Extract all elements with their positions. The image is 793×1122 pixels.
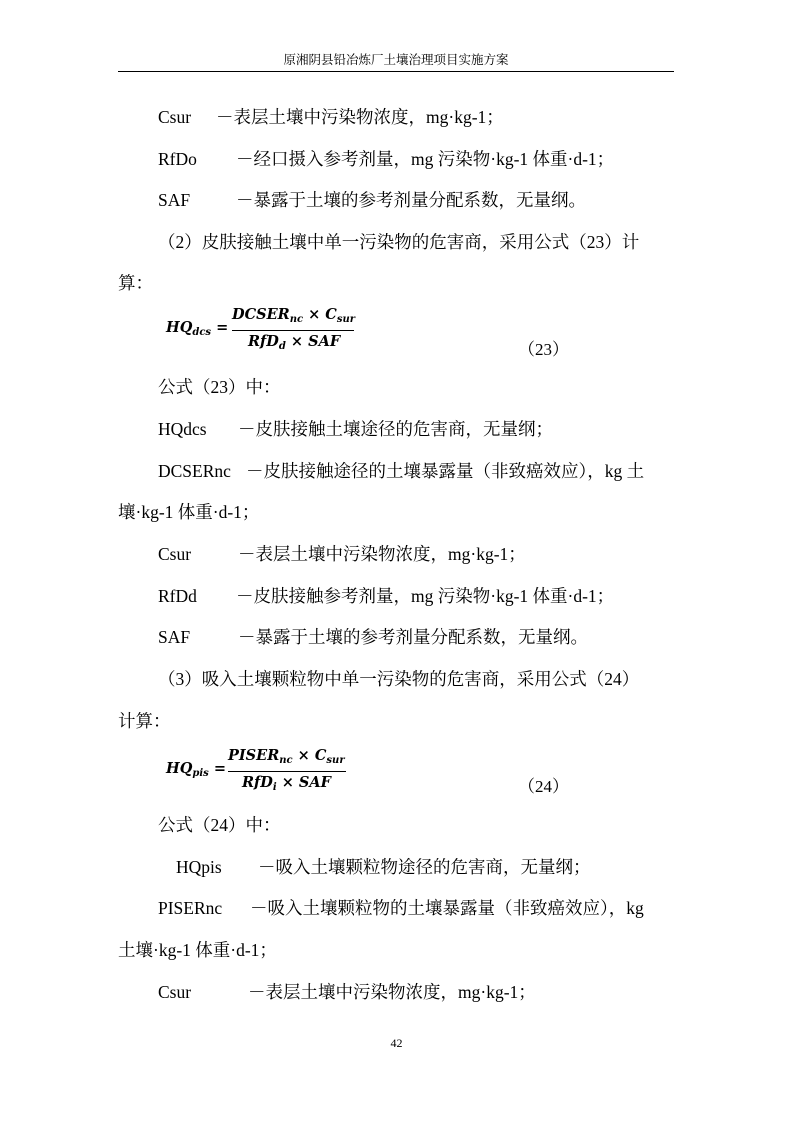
definition-line — [158, 626, 588, 648]
term: RfDo — [158, 149, 197, 169]
term: PISERnc — [158, 898, 223, 918]
definition: －皮肤接触土壤途径的危害商，无量纲； — [238, 419, 553, 439]
term: SAF — [158, 627, 191, 647]
term: SAF — [158, 190, 191, 210]
paragraph-line: 壤·kg-1 体重·d-1； — [118, 502, 260, 522]
fraction-bar — [228, 771, 346, 772]
definition: －吸入土壤颗粒物的土壤暴露量（非致癌效应），kg — [250, 898, 644, 918]
equation-numerator: $PISER_{nc} \times C_{sur}$ — [228, 747, 345, 766]
term: RfDd — [158, 586, 197, 606]
equation-denominator: RfD$_d$ × SAF — [248, 333, 341, 352]
term: Csur — [158, 544, 192, 564]
term: Csur — [158, 107, 192, 127]
equation-denominator: RfD$_i$ × SAF — [242, 774, 331, 793]
definition-line — [158, 189, 586, 211]
term: HQdcs — [158, 419, 207, 439]
equation-23 — [166, 306, 366, 356]
definition: －皮肤接触参考剂量，mg 污染物·kg-1 体重·d-1； — [236, 586, 615, 606]
definition-line — [158, 981, 536, 1003]
definition: －暴露于土壤的参考剂量分配系数，无量纲。 — [236, 190, 586, 210]
equation-numerator: $DCSER_{nc} \times C_{sur}$ — [232, 306, 356, 325]
definition-line — [176, 856, 591, 878]
header-title: 原湘阴县铅冶炼厂土壤治理项目实施方案 — [283, 53, 509, 67]
paragraph-line: 计算： — [118, 711, 171, 731]
definition: －皮肤接触途径的土壤暴露量（非致癌效应），kg 土 — [246, 461, 645, 481]
definition: －表层土壤中污染物浓度，mg·kg-1； — [248, 982, 536, 1002]
definition-line — [158, 106, 504, 128]
paragraph-line: 土壤·kg-1 体重·d-1； — [118, 940, 277, 960]
term: Csur — [158, 982, 192, 1002]
page-number: 42 — [390, 1036, 403, 1050]
definition: －暴露于土壤的参考剂量分配系数，无量纲。 — [238, 627, 588, 647]
equation-lhs: $HQ_{dcs}$ = — [166, 319, 229, 338]
definition: －经口摄入参考剂量，mg 污染物·kg-1 体重·d-1； — [236, 149, 615, 169]
definition-line — [158, 585, 614, 607]
definition-line — [158, 418, 553, 440]
definition-line — [158, 460, 644, 482]
fraction-bar — [232, 330, 354, 331]
header-rule — [118, 71, 674, 72]
term: DCSERnc — [158, 461, 231, 481]
paragraph-line: 公式（23）中： — [158, 377, 281, 397]
equation-number: （23） — [518, 340, 569, 359]
term: HQpis — [176, 857, 222, 877]
paragraph-line: （2）皮肤接触土壤中单一污染物的危害商，采用公式（23）计 — [158, 232, 640, 252]
definition-line — [158, 148, 614, 170]
equation-number: （24） — [518, 777, 569, 796]
definition: －表层土壤中污染物浓度，mg·kg-1； — [216, 107, 504, 127]
equation-lhs: $HQ_{pis}$ = — [166, 760, 226, 779]
definition: －表层土壤中污染物浓度，mg·kg-1； — [238, 544, 526, 564]
equation-24 — [166, 747, 366, 797]
paragraph-line: 算： — [118, 273, 153, 293]
paragraph-line: 公式（24）中： — [158, 815, 281, 835]
paragraph-line: （3）吸入土壤颗粒物中单一污染物的危害商，采用公式（24） — [158, 669, 640, 689]
definition-line — [158, 897, 644, 919]
definition: －吸入土壤颗粒物途径的危害商，无量纲； — [258, 857, 591, 877]
definition-line — [158, 543, 526, 565]
